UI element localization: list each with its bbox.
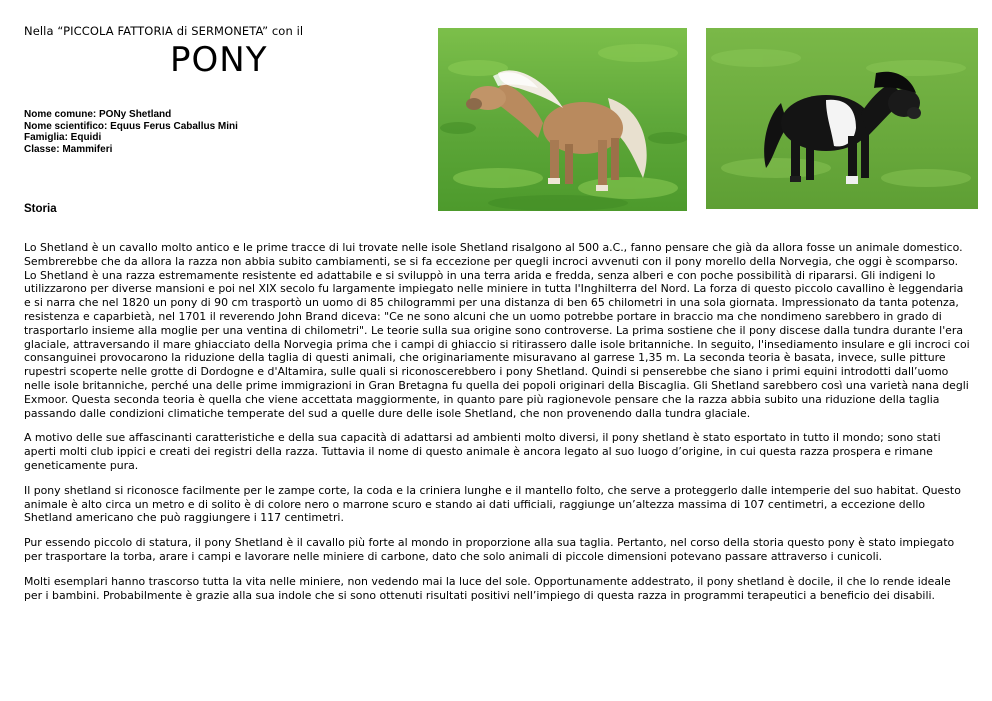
common-name: Nome comune: PONy Shetland	[24, 109, 172, 120]
page-title: PONY	[170, 40, 268, 80]
paragraph: Molti esemplari hanno trascorso tutta la vita nelle miniere, non vedendo mai la luce del sole. Opportunamente addestrato, il pony shetland è docile, il che lo rende ideale per i bambini. Probabilmente è grazie alla sua indole che si sono ottenuti risultati positivi nell’impiego di questa razza in programmi terapeutici a beneficio dei disabili.	[24, 574, 951, 602]
palomino-pony-photo	[438, 28, 687, 211]
info-block	[24, 109, 238, 155]
family: Famiglia: Equidi	[24, 132, 102, 143]
intro-line: Nella “PICCOLA FATTORIA di SERMONETA” con il	[24, 24, 304, 38]
paragraph: Pur essendo piccolo di statura, il pony Shetland è il cavallo più forte al mondo in proporzione alla sua taglia. Pertanto, nel corso della storia questo pony è stato impiegato per trasportare la torba, arare i campi e lavorare nelle miniere di carbone, dato che solo animali di piccole dimensioni potevano passare attraverso i cunicoli.	[24, 536, 955, 563]
section-heading: Storia	[24, 203, 57, 215]
paragraph: Lo Shetland è un cavallo molto antico e le prime tracce di lui trovate nelle isole Shetland risalgono al 500 a.C., fanno pensare che già da allora fosse un animale domestico. Sembrerebbe che da allora la razza non abbia subito cambiamenti, se si fa eccezione per quegli incroci avvenuti con il pony morello della Norvegia, che oggi è scomparso. Lo Shetland è una razza estremamente resistente ed adattabile e si sviluppò in una terra arida e fredda, senza alberi e con poche possibilità di ripararsi. Gli indigeni lo utilizzarono per diverse mansioni e poi nel XIX secolo fu largamente impiegato nelle miniere in tutta l'Inghilterra del Nord. La forza di questo piccolo cavallino è leggendaria e si narra che nel 1820 un pony di 90 cm trasportò un uomo di 85 chilogrammi per una distanza di ben 65 chilometri in una sola giornata. Impressionato da tanta potenza, resistenza e caparbietà, nel 1701 il reverendo John Brand diceva: "Ce ne sono alcuni che un uomo potrebbe portare in braccio ma che nondimeno sarebbero in grado di trasportarlo insieme alla moglie per una ventina di chilometri". Le teorie sulla sua origine sono controverse. La prima sostiene che il pony discese dalla tundra durante l'era glaciale, attraversando il mare ghiacciato della Norvegia prima che i campi di ghiaccio si ritirassero dalle isole britanniche. In seguito, l'insediamento insulare e gli incroci coi consanguinei provocarono la riduzione della taglia di questi animali, che originariamente misuravano al garrese 1,35 m. La seconda teoria è basata, invece, sulle pitture rupestri scoperte nelle grotte di Dordogne e d'Altamira, sulle quali si riconoscerebbero i pony Shetland. Quindi si penserebbe che siano i primi equini introdotti dall’uomo nelle isole britanniche, perché una delle prime immigrazioni in Gran Bretagna fu quella dei popoli originari della Biscaglia. Gli Shetland sarebbero così una varietà nana degli Exmoor. Questa seconda teoria è quella che viene accettata maggiormente, in quanto pare più ragionevole pensare che la razza abbia subito una riduzione della taglia passando dalle condizioni climatiche temperate del sud a quelle dure delle isole Shetland, che non provenendo dalla tundra glaciale.	[24, 241, 970, 420]
scientific-name: Nome scientifico: Equus Ferus Caballus Mini	[24, 120, 238, 132]
paragraph: Il pony shetland si riconosce facilmente per le zampe corte, la coda e la criniera lunghe e il mantello folto, che serve a proteggerlo dalle intemperie del suo habitat. Questo animale è alto circa un metro e di solito è di colore nero o marrone scuro e stando ai dati ufficiali, raggiunge un’altezza massima di 107 centimetri, a eccezione dello Shetland americano che può raggiungere i 117 centimetri.	[24, 483, 961, 525]
paragraph: A motivo delle sue affascinanti caratteristiche e della sua capacità di adattarsi ad ambienti molto diversi, il pony shetland è stato esportato in tutto il mondo; sono stati aperti molti club ippici e creati dei registri della razza. Tuttavia il nome di questo animale è ancora legato al suo luogo d’origine, in cui questa razza prospera e rimane geneticamente pura.	[24, 431, 941, 472]
history-text	[24, 241, 972, 613]
class: Classe: Mammiferi	[24, 143, 113, 155]
piebald-pony-photo	[706, 28, 978, 209]
